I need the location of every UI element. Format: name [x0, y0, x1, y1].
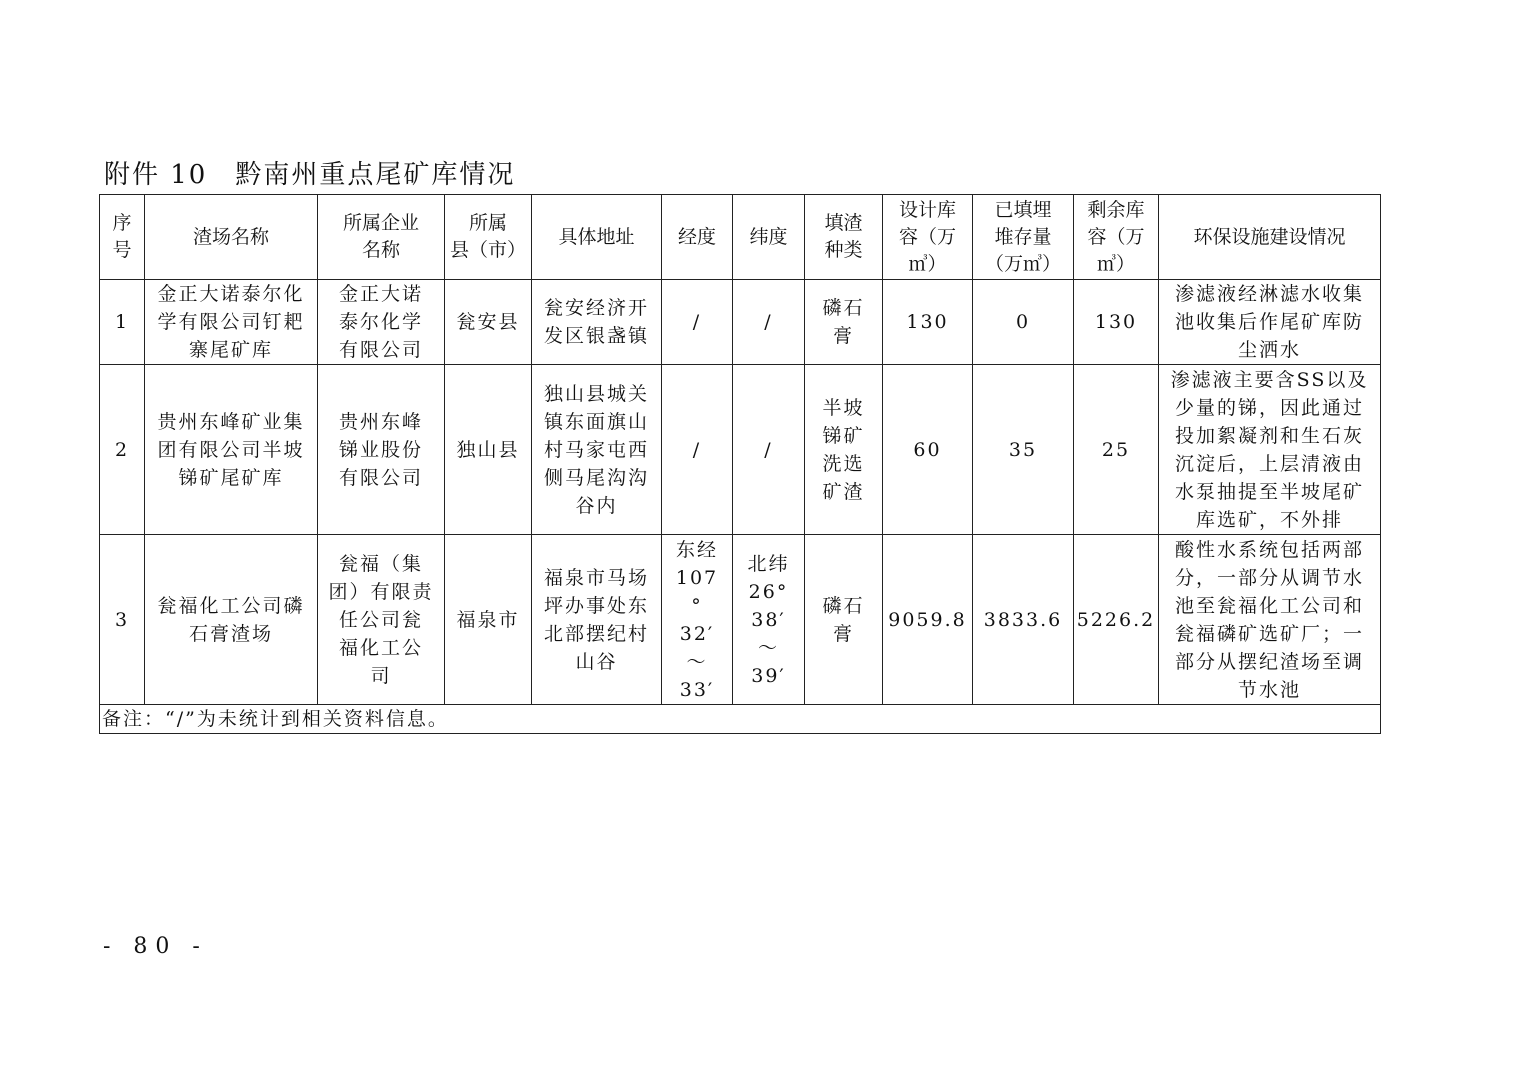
page-title: 附件 10 黔南州重点尾矿库情况 — [104, 160, 516, 190]
page-number: - 80 - — [103, 934, 208, 959]
county: 独山县 — [445, 365, 532, 535]
site-name: 贵州东峰矿业集 团有限公司半坡 锑矿尾矿库 — [145, 365, 318, 535]
latitude: / — [733, 365, 805, 535]
remaining-capacity: 5226.2 — [1074, 535, 1159, 705]
longitude: 东经 107 ° 32′ ～ 33′ — [662, 535, 733, 705]
header-cell: 环保设施建设情况 — [1159, 195, 1381, 280]
table-row — [100, 535, 1381, 705]
design-capacity: 130 — [883, 280, 973, 365]
longitude: / — [662, 365, 733, 535]
remaining-capacity: 25 — [1074, 365, 1159, 535]
env-measures: 渗滤液主要含SS以及 少量的锑，因此通过 投加絮凝剂和生石灰 沉淀后，上层清液由 水泵抽提至半坡尾矿 库选矿，不外排 — [1159, 365, 1381, 535]
tailings-table — [99, 194, 1381, 734]
header-cell: 序 号 — [100, 195, 145, 280]
latitude: / — [733, 280, 805, 365]
env-measures: 酸性水系统包括两部 分，一部分从调节水 池至瓮福化工公司和 瓮福磷矿选矿厂；一 部分从摆纪渣场至调 节水池 — [1159, 535, 1381, 705]
header-cell: 纬度 — [733, 195, 805, 280]
table-row — [100, 280, 1381, 365]
header-cell: 剩余库 容（万 ㎥） — [1074, 195, 1159, 280]
longitude: / — [662, 280, 733, 365]
header-row — [100, 195, 1381, 280]
table-note: 备注：“/”为未统计到相关资料信息。 — [100, 705, 1381, 734]
residue-type: 半坡 锑矿 洗选 矿渣 — [805, 365, 883, 535]
county: 瓮安县 — [445, 280, 532, 365]
remaining-capacity: 130 — [1074, 280, 1159, 365]
table-row — [100, 365, 1381, 535]
residue-type: 磷石 膏 — [805, 280, 883, 365]
company-name: 瓮福（集 团）有限责 任公司瓮 福化工公 司 — [318, 535, 445, 705]
header-cell: 填渣 种类 — [805, 195, 883, 280]
residue-type: 磷石 膏 — [805, 535, 883, 705]
address: 独山县城关 镇东面旗山 村马家屯西 侧马尾沟沟 谷内 — [532, 365, 662, 535]
filled-amount: 35 — [973, 365, 1074, 535]
header-cell: 经度 — [662, 195, 733, 280]
header-cell: 具体地址 — [532, 195, 662, 280]
filled-amount: 3833.6 — [973, 535, 1074, 705]
address: 瓮安经济开 发区银盏镇 — [532, 280, 662, 365]
site-name: 金正大诺泰尔化 学有限公司钉耙 寨尾矿库 — [145, 280, 318, 365]
row-number: 2 — [100, 365, 145, 535]
site-name: 瓮福化工公司磷 石膏渣场 — [145, 535, 318, 705]
row-number: 3 — [100, 535, 145, 705]
address: 福泉市马场 坪办事处东 北部摆纪村 山谷 — [532, 535, 662, 705]
header-cell: 所属 县（市） — [445, 195, 532, 280]
header-cell: 所属企业 名称 — [318, 195, 445, 280]
header-cell: 渣场名称 — [145, 195, 318, 280]
row-number: 1 — [100, 280, 145, 365]
latitude: 北纬 26° 38′ ～ 39′ — [733, 535, 805, 705]
header-cell: 设计库 容（万 ㎥） — [883, 195, 973, 280]
env-measures: 渗滤液经淋滤水收集 池收集后作尾矿库防 尘洒水 — [1159, 280, 1381, 365]
company-name: 金正大诺 泰尔化学 有限公司 — [318, 280, 445, 365]
design-capacity: 9059.8 — [883, 535, 973, 705]
design-capacity: 60 — [883, 365, 973, 535]
filled-amount: 0 — [973, 280, 1074, 365]
company-name: 贵州东峰 锑业股份 有限公司 — [318, 365, 445, 535]
county: 福泉市 — [445, 535, 532, 705]
note-row — [100, 705, 1381, 734]
header-cell: 已填埋 堆存量 （万㎥） — [973, 195, 1074, 280]
